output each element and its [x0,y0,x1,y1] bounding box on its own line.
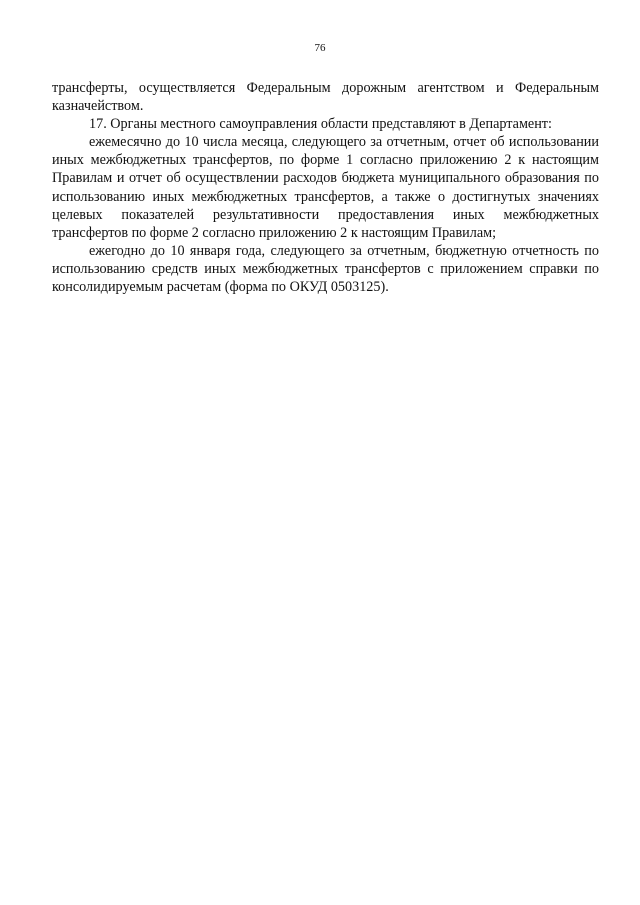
paragraph-continuation: трансферты, осуществляется Федеральным дорожным агентством и Федеральным казначейством. [52,80,599,115]
paragraph-item-17: 17. Органы местного самоуправления области представляют в Департамент: [89,116,552,133]
document-body [52,79,599,296]
page-number: 76 [314,42,326,54]
paragraph-annual-report: ежегодно до 10 января года, следующего за отчетным, бюджетную отчетность по использованию средств иных межбюджетных трансфертов с приложением справки по консолидируемым расчетам (форма по ОКУД 0503125). [52,242,599,296]
paragraph-monthly-report: ежемесячно до 10 числа месяца, следующего за отчетным, отчет об использовании иных межбюджетных трансфертов, по форме 1 согласно приложению 2 к настоящим Правилам и отчет об осуществлении расходов бюджета муниципального образования по использованию иных межбюджетных трансфертов, а также о достигнутых значениях целевых показателей результативности предоставления иных межбюджетных трансфертов по форме 2 согласно приложению 2 к настоящим Правилам; [52,134,599,241]
